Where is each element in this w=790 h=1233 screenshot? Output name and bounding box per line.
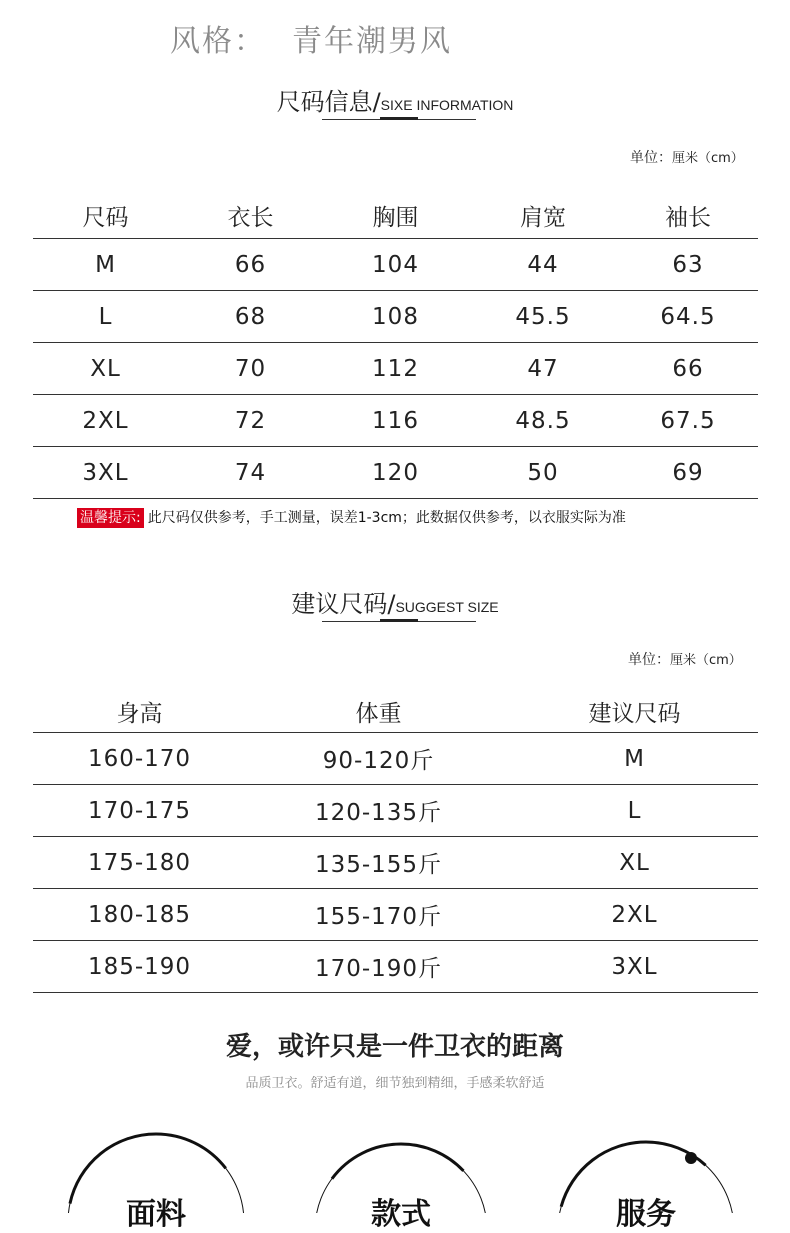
suggest-table <box>33 686 758 993</box>
size-table <box>33 184 758 499</box>
table-cell: XL <box>511 837 758 889</box>
size-info-title-zh: 尺码信息/ <box>276 88 381 116</box>
table-cell: 175-180 <box>33 837 246 889</box>
table-cell: L <box>511 785 758 837</box>
table-cell: 3XL <box>33 447 178 499</box>
size-info-title <box>0 82 790 117</box>
header-cell: 尺码 <box>33 184 178 239</box>
table-cell: 160-170 <box>33 733 246 785</box>
table-cell: 2XL <box>33 395 178 447</box>
table-cell: 66 <box>618 343 758 395</box>
suggest-unit <box>628 649 742 669</box>
table-cell: 63 <box>618 239 758 291</box>
tip-tag: 温馨提示: <box>77 508 144 528</box>
table-row <box>33 785 758 837</box>
table-row <box>33 837 758 889</box>
table-cell: 108 <box>323 291 468 343</box>
table-cell: 135-155斤 <box>246 837 511 889</box>
size-info-unit <box>630 147 744 167</box>
style-value: 青年潮男风 <box>292 24 452 59</box>
table-row <box>33 733 758 785</box>
table-cell: M <box>511 733 758 785</box>
table-cell: 116 <box>323 395 468 447</box>
size-info-title-en: SIXE INFORMATION <box>380 97 514 113</box>
suggest-table-header-row <box>33 686 758 733</box>
table-cell: 104 <box>323 239 468 291</box>
feature-service: 服务 <box>616 1197 676 1232</box>
header-cell: 衣长 <box>178 184 323 239</box>
header-cell: 体重 <box>246 686 511 733</box>
table-cell: 44 <box>468 239 618 291</box>
table-row <box>33 941 758 993</box>
table-row <box>33 239 758 291</box>
table-cell: 120-135斤 <box>246 785 511 837</box>
service-dot <box>685 1152 697 1164</box>
table-cell: 3XL <box>511 941 758 993</box>
table-cell: 72 <box>178 395 323 447</box>
table-row <box>33 889 758 941</box>
unit-label: 单位： <box>628 652 670 668</box>
table-cell: 180-185 <box>33 889 246 941</box>
table-cell: 170-190斤 <box>246 941 511 993</box>
table-cell: 112 <box>323 343 468 395</box>
unit-value: 厘米（cm） <box>670 653 742 668</box>
table-row <box>33 447 758 499</box>
table-cell: 69 <box>618 447 758 499</box>
table-cell: 2XL <box>511 889 758 941</box>
header-cell: 建议尺码 <box>511 686 758 733</box>
table-cell: 185-190 <box>33 941 246 993</box>
table-cell: 67.5 <box>618 395 758 447</box>
table-cell: 50 <box>468 447 618 499</box>
feature-fabric: 面料 <box>126 1197 186 1232</box>
table-cell: 45.5 <box>468 291 618 343</box>
table-cell: 48.5 <box>468 395 618 447</box>
table-cell: M <box>33 239 178 291</box>
unit-label: 单位： <box>630 150 672 166</box>
suggest-title-zh: 建议尺码/ <box>291 590 396 618</box>
table-cell: 68 <box>178 291 323 343</box>
style-line <box>170 16 452 60</box>
header-cell: 胸围 <box>323 184 468 239</box>
title-underline-accent <box>380 619 418 622</box>
table-row <box>33 395 758 447</box>
table-cell: L <box>33 291 178 343</box>
slogan-subtitle: 品质卫衣。舒适有道，细节独到精细，手感柔软舒适 <box>245 1076 545 1091</box>
table-cell: 170-175 <box>33 785 246 837</box>
header-cell: 肩宽 <box>468 184 618 239</box>
size-table-header-row <box>33 184 758 239</box>
table-cell: 66 <box>178 239 323 291</box>
suggest-title <box>0 584 790 619</box>
table-row <box>33 343 758 395</box>
table-cell: 120 <box>323 447 468 499</box>
table-cell: 64.5 <box>618 291 758 343</box>
header-cell: 袖长 <box>618 184 758 239</box>
table-cell: 90-120斤 <box>246 733 511 785</box>
size-tip <box>77 507 626 527</box>
slogan-title: 爱，或许只是一件卫衣的距离 <box>225 1032 564 1062</box>
unit-value: 厘米（cm） <box>672 151 744 166</box>
title-underline-accent <box>380 117 418 120</box>
table-cell: 155-170斤 <box>246 889 511 941</box>
suggest-title-en: SUGGEST SIZE <box>395 599 499 615</box>
header-cell: 身高 <box>33 686 246 733</box>
table-row <box>33 291 758 343</box>
table-cell: 70 <box>178 343 323 395</box>
table-cell: 47 <box>468 343 618 395</box>
feature-style: 款式 <box>371 1197 431 1232</box>
table-cell: 74 <box>178 447 323 499</box>
style-label: 风格： <box>170 24 266 59</box>
tip-text: 此尺码仅供参考，手工测量，误差1-3cm；此数据仅供参考，以衣服实际为准 <box>147 510 626 526</box>
table-cell: XL <box>33 343 178 395</box>
